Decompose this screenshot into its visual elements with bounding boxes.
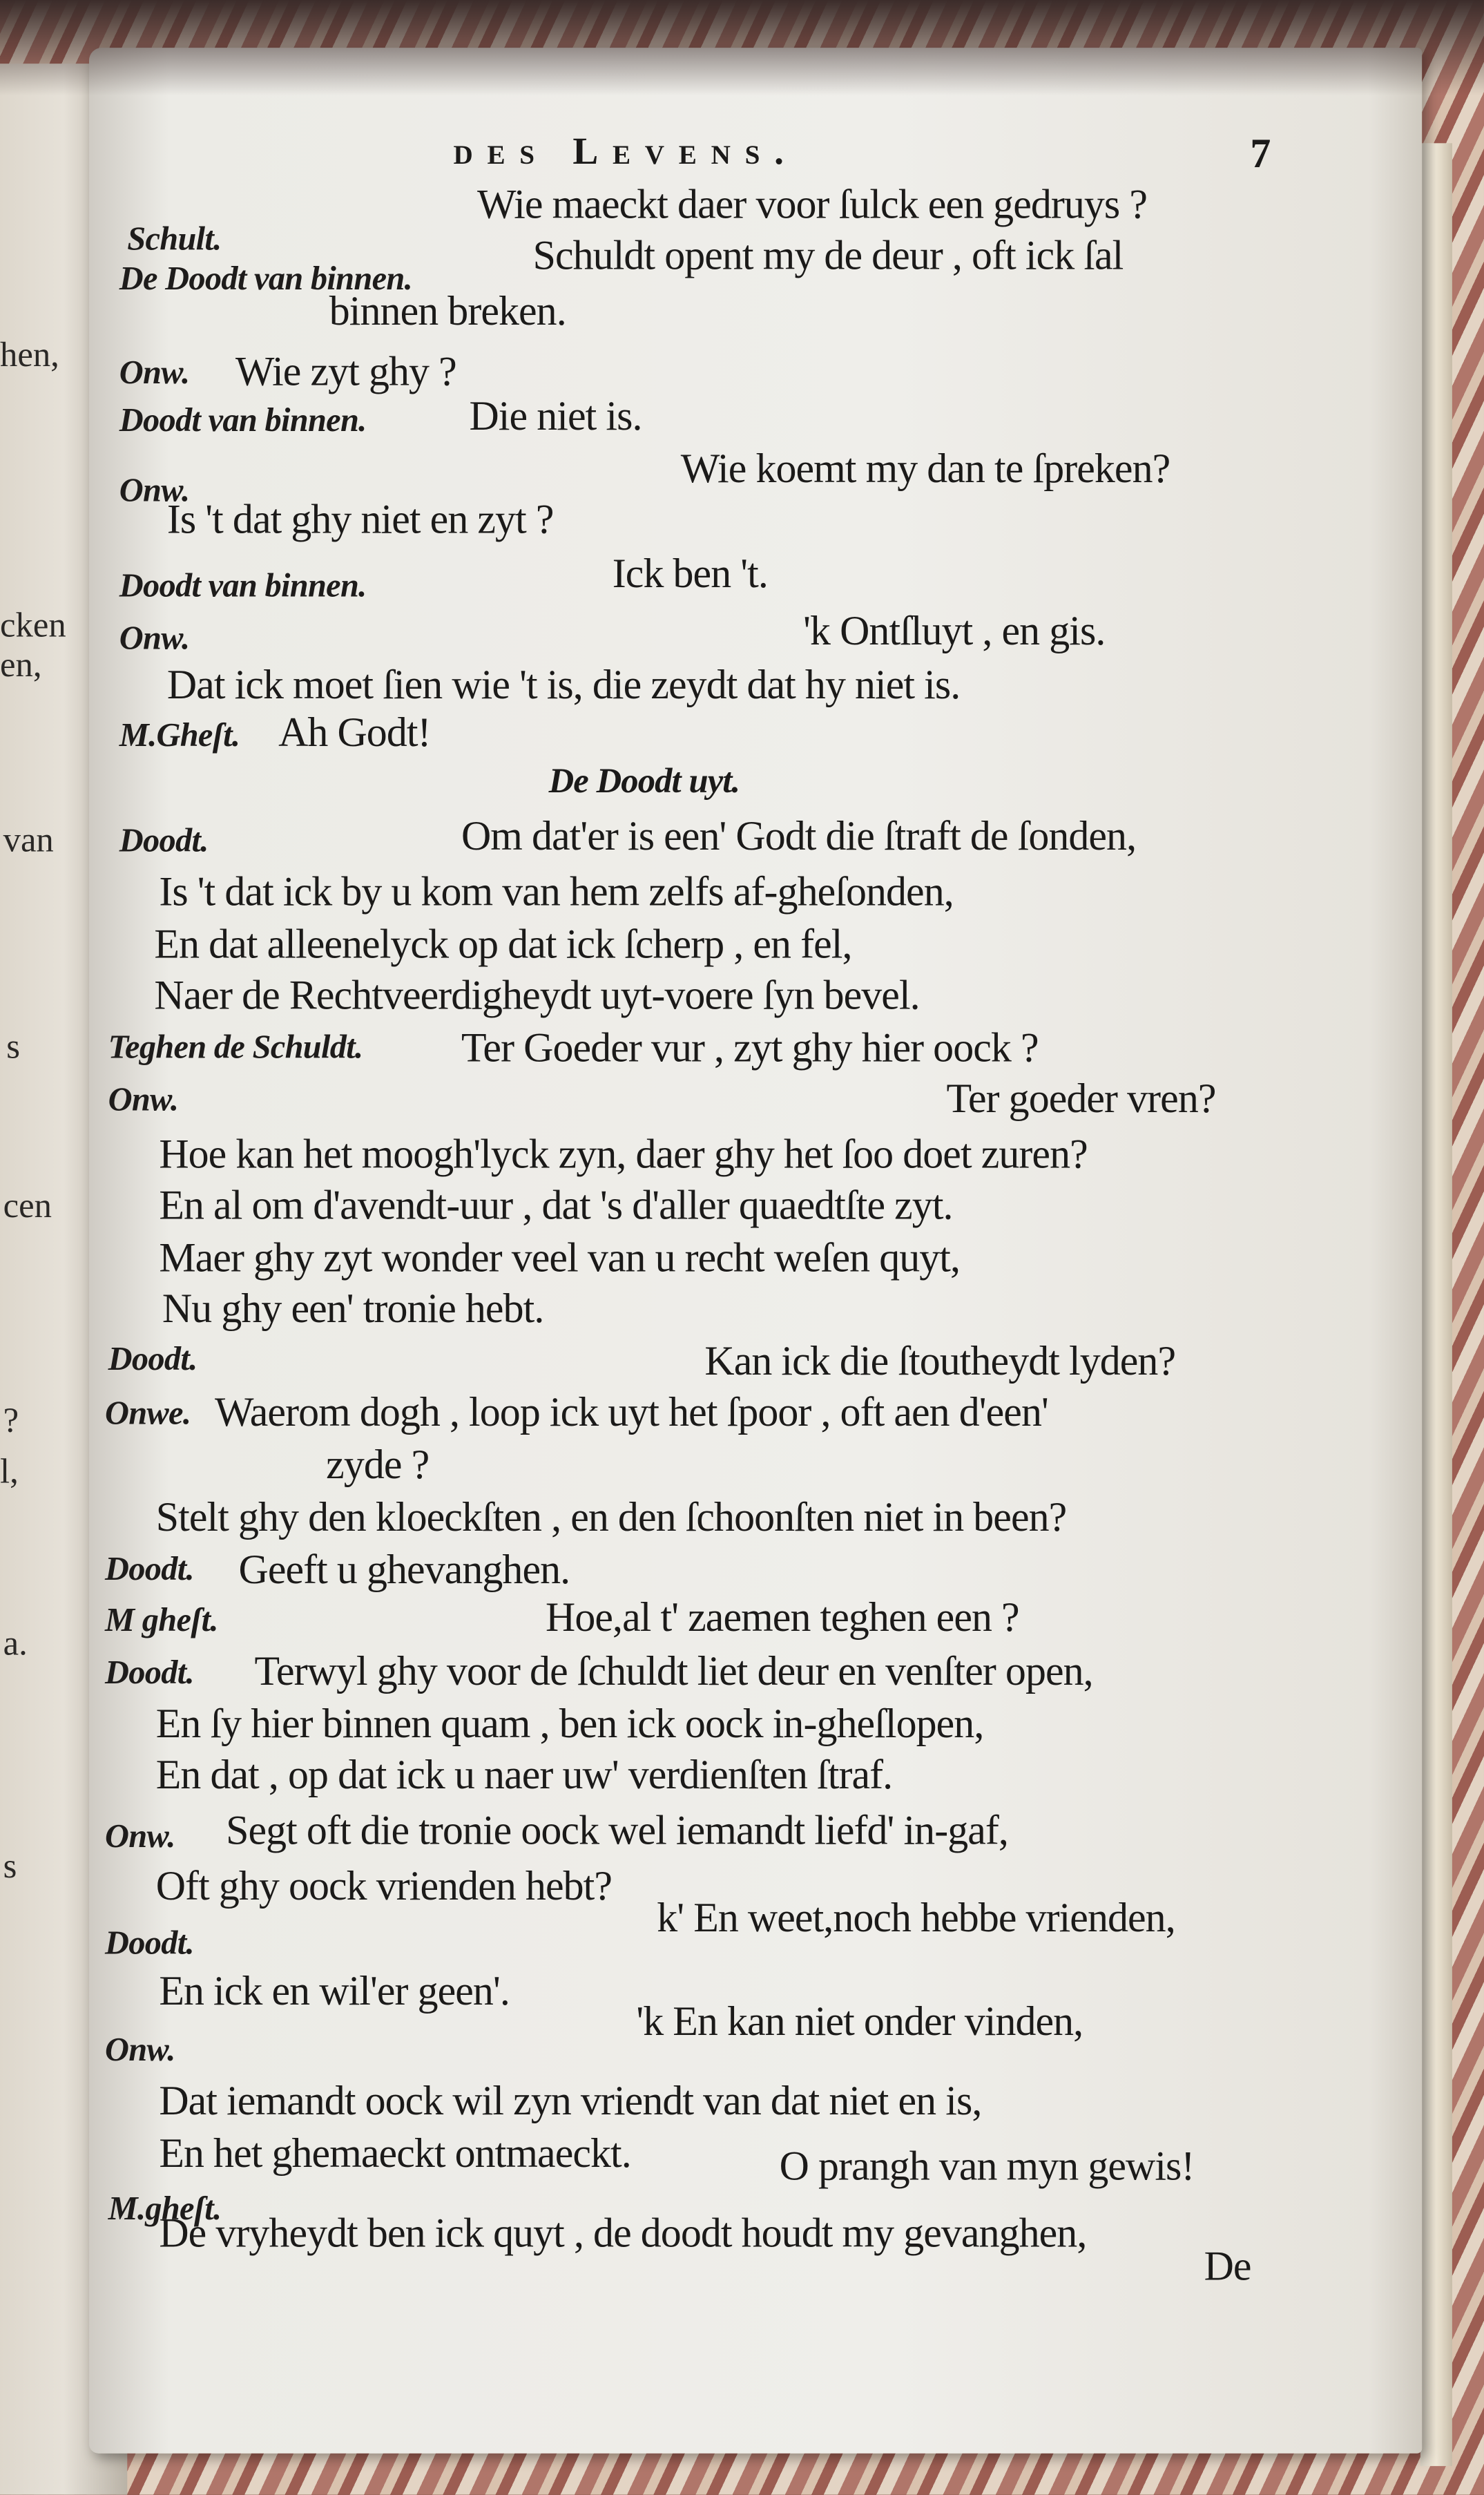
verse-line: Hoe kan het moogh'lyck zyn, daer ghy het ſoo doet zuren? [159, 1131, 1088, 1178]
speaker-label: Doodt. [105, 1549, 194, 1588]
speaker-label: Doodt. [105, 1923, 194, 1962]
shadow [0, 0, 1484, 95]
left-page-fragment: cken [0, 604, 66, 644]
speaker-label: Teghen de Schuldt. [108, 1027, 363, 1067]
speaker-label: Doodt. [108, 1339, 197, 1378]
verse-line: zyde ? [326, 1441, 430, 1488]
speaker-label: M gheſt. [105, 1600, 218, 1639]
speaker-label: Doodt van binnen. [119, 401, 367, 439]
left-page-fragment: cen [3, 1185, 52, 1225]
left-page-fragment: l, [0, 1451, 19, 1491]
left-page-fragment: s [3, 1845, 17, 1886]
speaker-label: Onwe. [105, 1393, 191, 1432]
verse-line: Ter goeder vren? [946, 1076, 1216, 1122]
speaker-label: Onw. [119, 353, 190, 392]
stage-direction: De Doodt uyt. [548, 760, 740, 801]
speaker-label: M.Gheſt. [119, 716, 240, 754]
verse-line: Dat iemandt oock wil zyn vriendt van dat niet en is, [159, 2078, 982, 2124]
left-page-fragment: s [6, 1026, 20, 1067]
verse-line: Is 't dat ick by u kom van hem zelfs af-gheſonden, [159, 868, 954, 915]
verse-line: Wie maeckt daer voor ſulck een gedruys ? [476, 181, 1148, 228]
verse-line: Ick ben 't. [612, 550, 768, 597]
left-page-fragment: van [3, 819, 54, 859]
left-page-fragment: ? [3, 1399, 19, 1440]
verse-line: Wie zyt ghy ? [235, 348, 456, 395]
speaker-label: Schult. [127, 219, 222, 258]
speaker-label: Onw. [108, 1080, 179, 1119]
verse-line: k' En weet,noch hebbe vrienden, [657, 1895, 1175, 1942]
verse-line: De vryheydt ben ick quyt , de doodt houdt my gevanghen, [159, 2210, 1087, 2257]
speaker-label: Doodt van binnen. [119, 566, 367, 605]
verse-line: En al om d'avendt-uur , dat 's d'aller quaedtſte zyt. [159, 1182, 953, 1229]
verse-line: Ter Goeder vur , zyt ghy hier oock ? [461, 1024, 1039, 1071]
verse-line: Waerom dogh , loop ick uyt het ſpoor , oft aen d'een' [214, 1388, 1048, 1435]
verse-line: En ſy hier binnen quam , ben ick oock in-gheſlopen, [155, 1701, 984, 1748]
page-number: 7 [1250, 130, 1271, 177]
left-page-fragment: hen, [0, 334, 59, 374]
verse-line: Kan ick die ſtoutheydt lyden? [704, 1338, 1176, 1384]
speaker-label: De Doodt van binnen. [119, 259, 412, 298]
verse-line: En dat , op dat ick u naer uw' verdienſten ſtraf. [155, 1751, 893, 1798]
speaker-label: Onw. [119, 618, 190, 658]
verse-line: Wie koemt my dan te ſpreken? [680, 445, 1170, 492]
verse-line: Terwyl ghy voor de ſchuldt liet deur en venſter open, [254, 1648, 1093, 1695]
verse-line: Is 't dat ghy niet en zyt ? [166, 496, 554, 543]
verse-line: Geeft u ghevanghen. [238, 1546, 570, 1593]
speaker-label: Onw. [105, 2030, 175, 2069]
verse-line: Oft ghy oock vrienden hebt? [155, 1863, 613, 1909]
speaker-label: Onw. [119, 470, 190, 510]
left-page-fragment: a. [3, 1623, 28, 1663]
verse-line: binnen breken. [329, 287, 566, 334]
running-title: des Levens. [453, 132, 798, 174]
verse-line: En dat alleenelyck op dat ick ſcherp , en fel, [154, 921, 852, 968]
verse-line: Maer ghy zyt wonder veel van u recht weſen quyt, [159, 1234, 961, 1281]
verse-line: Schuldt opent my de deur , oft ick ſal [532, 232, 1124, 279]
verse-line: Dat ick moet ſien wie 't is, die zeydt dat hy niet is. [166, 662, 961, 708]
speaker-label: M.gheſt. [108, 2189, 222, 2228]
verse-line: Hoe,al t' zaemen teghen een ? [546, 1594, 1019, 1641]
catchword: De [1204, 2243, 1251, 2290]
verse-line: En ick en wil'er geen'. [159, 1968, 510, 2014]
verse-line: Segt oft die tronie oock wel iemandt liefd' in-gaf, [226, 1807, 1008, 1854]
verse-line: 'k Ontſluyt , en gis. [803, 607, 1106, 654]
verse-line: En het ghemaeckt ontmaeckt. [159, 2130, 631, 2177]
verse-line: Naer de Rechtveerdigheydt uyt-voere ſyn bevel. [154, 972, 920, 1019]
page-edge [1420, 143, 1452, 2466]
verse-line: 'k En kan niet onder vinden, [636, 1998, 1083, 2045]
speaker-label: Doodt. [105, 1653, 194, 1692]
verse-line: O prangh van myn gewis! [779, 2143, 1195, 2190]
verse-line: Stelt ghy den kloeckſten , en den ſchoonſten niet in been? [155, 1493, 1067, 1540]
verse-line: Om dat'er is een' Godt die ſtraft de ſonden, [461, 812, 1137, 859]
left-page-fragment: en, [0, 644, 42, 685]
verse-line: Ah Godt! [278, 709, 431, 756]
speaker-label: Doodt. [119, 821, 209, 859]
verse-line: Die niet is. [469, 392, 642, 439]
speaker-label: Onw. [105, 1817, 175, 1855]
verse-line: Nu ghy een' tronie hebt. [162, 1285, 544, 1332]
